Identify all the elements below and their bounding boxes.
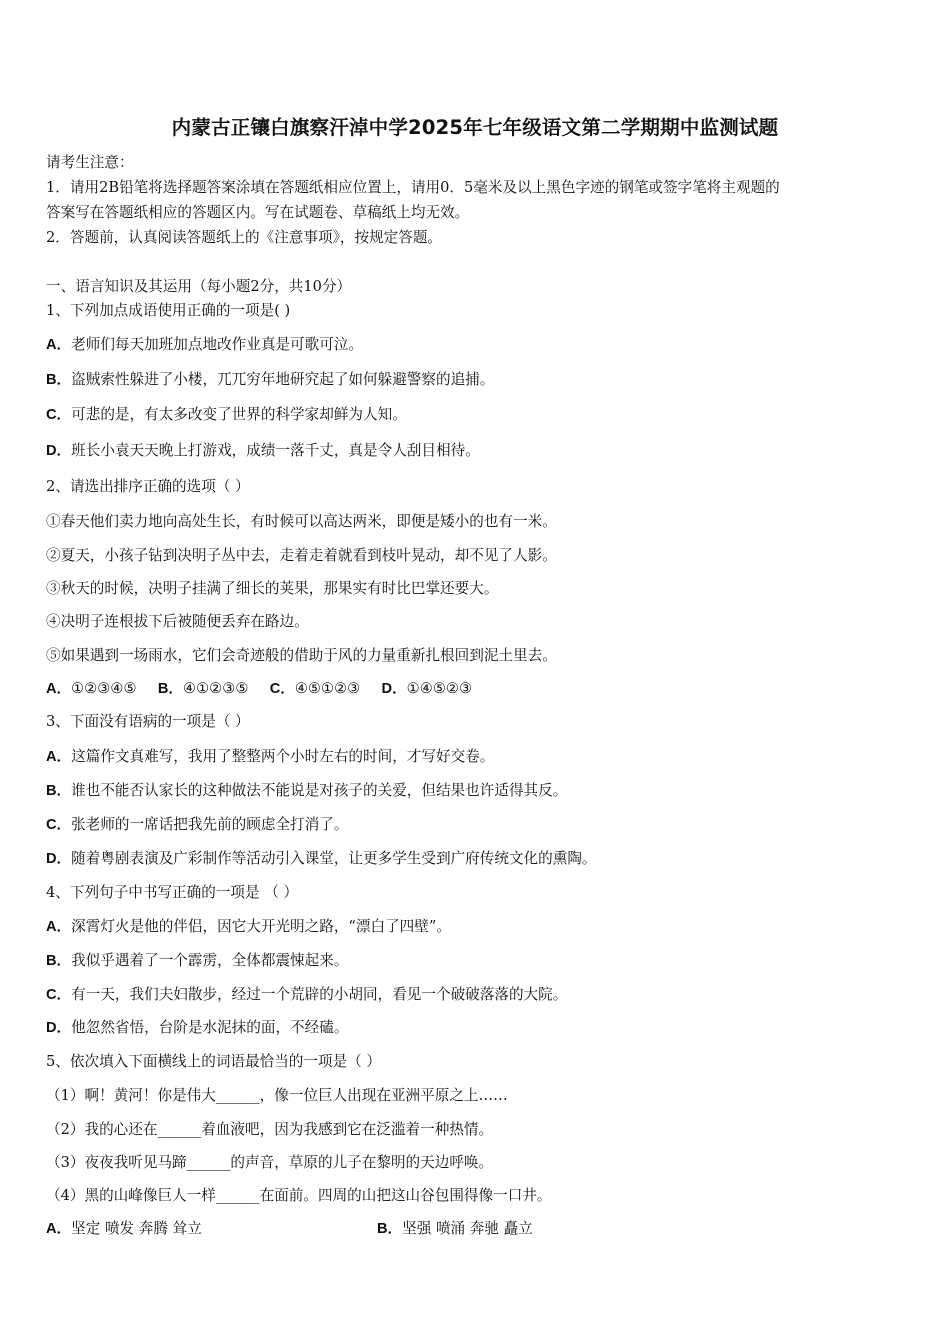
q5-item-3: （3）夜夜我听见马蹄______的声音，草原的儿子在黎明的天边呼唤。 — [46, 1154, 494, 1171]
option-key: B． — [46, 372, 72, 388]
option-key: B． — [46, 953, 72, 969]
q5-item-4: （4）黑的山峰像巨人一样______在面前。四周的山把这山谷包围得像一口井。 — [46, 1187, 552, 1204]
question-4-stem: 4、下列句子中书写正确的一项是 （ ） — [46, 884, 299, 901]
q2-sentence-1: ①春天他们卖力地向高处生长，有时候可以高达两米，即便是矮小的也有一米。 — [46, 513, 557, 530]
question-2-stem: 2、请选出排序正确的选项（ ） — [46, 478, 250, 495]
notice-item-1-line-2: 答案写在答题纸相应的答题区内。写在试题卷、草稿纸上均无效。 — [46, 204, 470, 221]
option-text: 谁也不能否认家长的这种做法不能说是对孩子的关爱，但结果也许适得其反。 — [71, 782, 568, 799]
option-text: 他忽然省悟，台阶是水泥抹的面，不经磕。 — [71, 1019, 349, 1036]
q2-sentence-4: ④决明子连根拔下后被随便丢弃在路边。 — [46, 613, 309, 630]
option-key: A． — [46, 749, 72, 765]
option-key: D． — [46, 851, 72, 867]
option-key: D． — [381, 681, 407, 697]
q2-sentence-2: ②夏天，小孩子钻到决明子丛中去，走着走着就看到枝叶晃动，却不见了人影。 — [46, 547, 557, 564]
q4-option-a — [46, 917, 451, 937]
q1-option-a — [46, 335, 363, 355]
q5-option-b — [377, 1219, 533, 1239]
q2-options-row — [46, 679, 472, 699]
q3-option-b — [46, 781, 567, 801]
q5-item-2: （2）我的心还在______着血液吧，因为我感到它在泛滥着一种热情。 — [46, 1121, 494, 1138]
q4-option-b — [46, 951, 348, 971]
option-key: C． — [46, 817, 72, 833]
option-key: B． — [157, 681, 183, 697]
q1-option-b — [46, 370, 494, 390]
option-text: 坚强 喷涌 奔驰 矗立 — [402, 1220, 533, 1237]
question-1-stem: 1、下列加点成语使用正确的一项是( ) — [46, 302, 291, 319]
notice-item-2: 2．答题前，认真阅读答题纸上的《注意事项》，按规定答题。 — [46, 229, 443, 246]
question-3-stem: 3、下面没有语病的一项是（ ） — [46, 713, 250, 730]
option-key: B． — [46, 783, 72, 799]
q3-option-a — [46, 747, 494, 767]
q2-sentence-5: ⑤如果遇到一场雨水，它们会奇迹般的借助于风的力量重新扎根回到泥土里去。 — [46, 647, 557, 664]
option-text: 可悲的是，有太多改变了世界的科学家却鲜为人知。 — [71, 406, 407, 423]
option-text: 我似乎遇着了一个霹雳，全体都震悚起来。 — [71, 952, 349, 969]
option-key: C． — [46, 407, 72, 423]
option-key: A． — [46, 681, 72, 697]
q4-option-d — [46, 1018, 348, 1038]
option-text: 张老师的一席话把我先前的顾虑全打消了。 — [71, 816, 349, 833]
option-text: ①④⑤②③ — [406, 680, 473, 697]
notice-heading: 请考生注意： — [46, 154, 134, 171]
option-key: C． — [269, 681, 295, 697]
option-text: 有一天，我们夫妇散步，经过一个荒辟的小胡同，看见一个破破落落的大院。 — [71, 986, 568, 1003]
option-text: 这篇作文真难写，我用了整整两个小时左右的时间，才写好交卷。 — [71, 748, 495, 765]
q3-option-d — [46, 849, 597, 869]
option-text: ④①②③⑤ — [182, 680, 249, 697]
option-text: ①②③④⑤ — [71, 680, 137, 697]
q2-sentence-3: ③秋天的时候，决明子挂满了细长的荚果，那果实有时比巴掌还要大。 — [46, 580, 499, 597]
section-heading: 一、语言知识及其运用（每小题2分，共10分） — [46, 278, 352, 295]
option-key: B． — [377, 1221, 403, 1237]
notice-item-1-line-1: 1．请用2B铅笔将选择题答案涂填在答题纸相应位置上，请用0．5毫米及以上黑色字迹的钢笔或签字笔将主观题的 — [46, 179, 780, 196]
option-key: D． — [46, 1020, 72, 1036]
option-text: 班长小袁天天晚上打游戏，成绩一落千丈，真是令人刮目相待。 — [71, 442, 480, 459]
option-key: D． — [46, 443, 72, 459]
q4-option-c — [46, 985, 567, 1005]
option-key: A． — [46, 919, 72, 935]
option-text: 盗贼索性躲进了小楼，兀兀穷年地研究起了如何躲避警察的追捕。 — [71, 371, 495, 388]
option-text: 随着粤剧表演及广彩制作等活动引入课堂，让更多学生受到广府传统文化的熏陶。 — [71, 850, 597, 867]
option-key: C． — [46, 987, 72, 1003]
option-text: 坚定 喷发 奔腾 耸立 — [71, 1220, 202, 1237]
question-5-stem: 5、依次填入下面横线上的词语最恰当的一项是（ ） — [46, 1053, 381, 1070]
option-text: 老师们每天加班加点地改作业真是可歌可泣。 — [71, 336, 364, 353]
option-key: A． — [46, 337, 72, 353]
q1-option-d — [46, 441, 480, 461]
q5-item-1: （1）啊！黄河！你是伟大______，像一位巨人出现在亚洲平原之上…… — [46, 1087, 508, 1104]
option-text: ④⑤①②③ — [294, 680, 361, 697]
page-title: 内蒙古正镶白旗察汗淖中学2025年七年级语文第二学期期中监测试题 — [171, 116, 779, 139]
q1-option-c — [46, 405, 407, 425]
option-key: A． — [46, 1221, 72, 1237]
option-text: 深霄灯火是他的伴侣，因它大开光明之路，“漂白了四壁”。 — [71, 918, 451, 935]
q5-option-a — [46, 1219, 202, 1239]
q3-option-c — [46, 815, 348, 835]
